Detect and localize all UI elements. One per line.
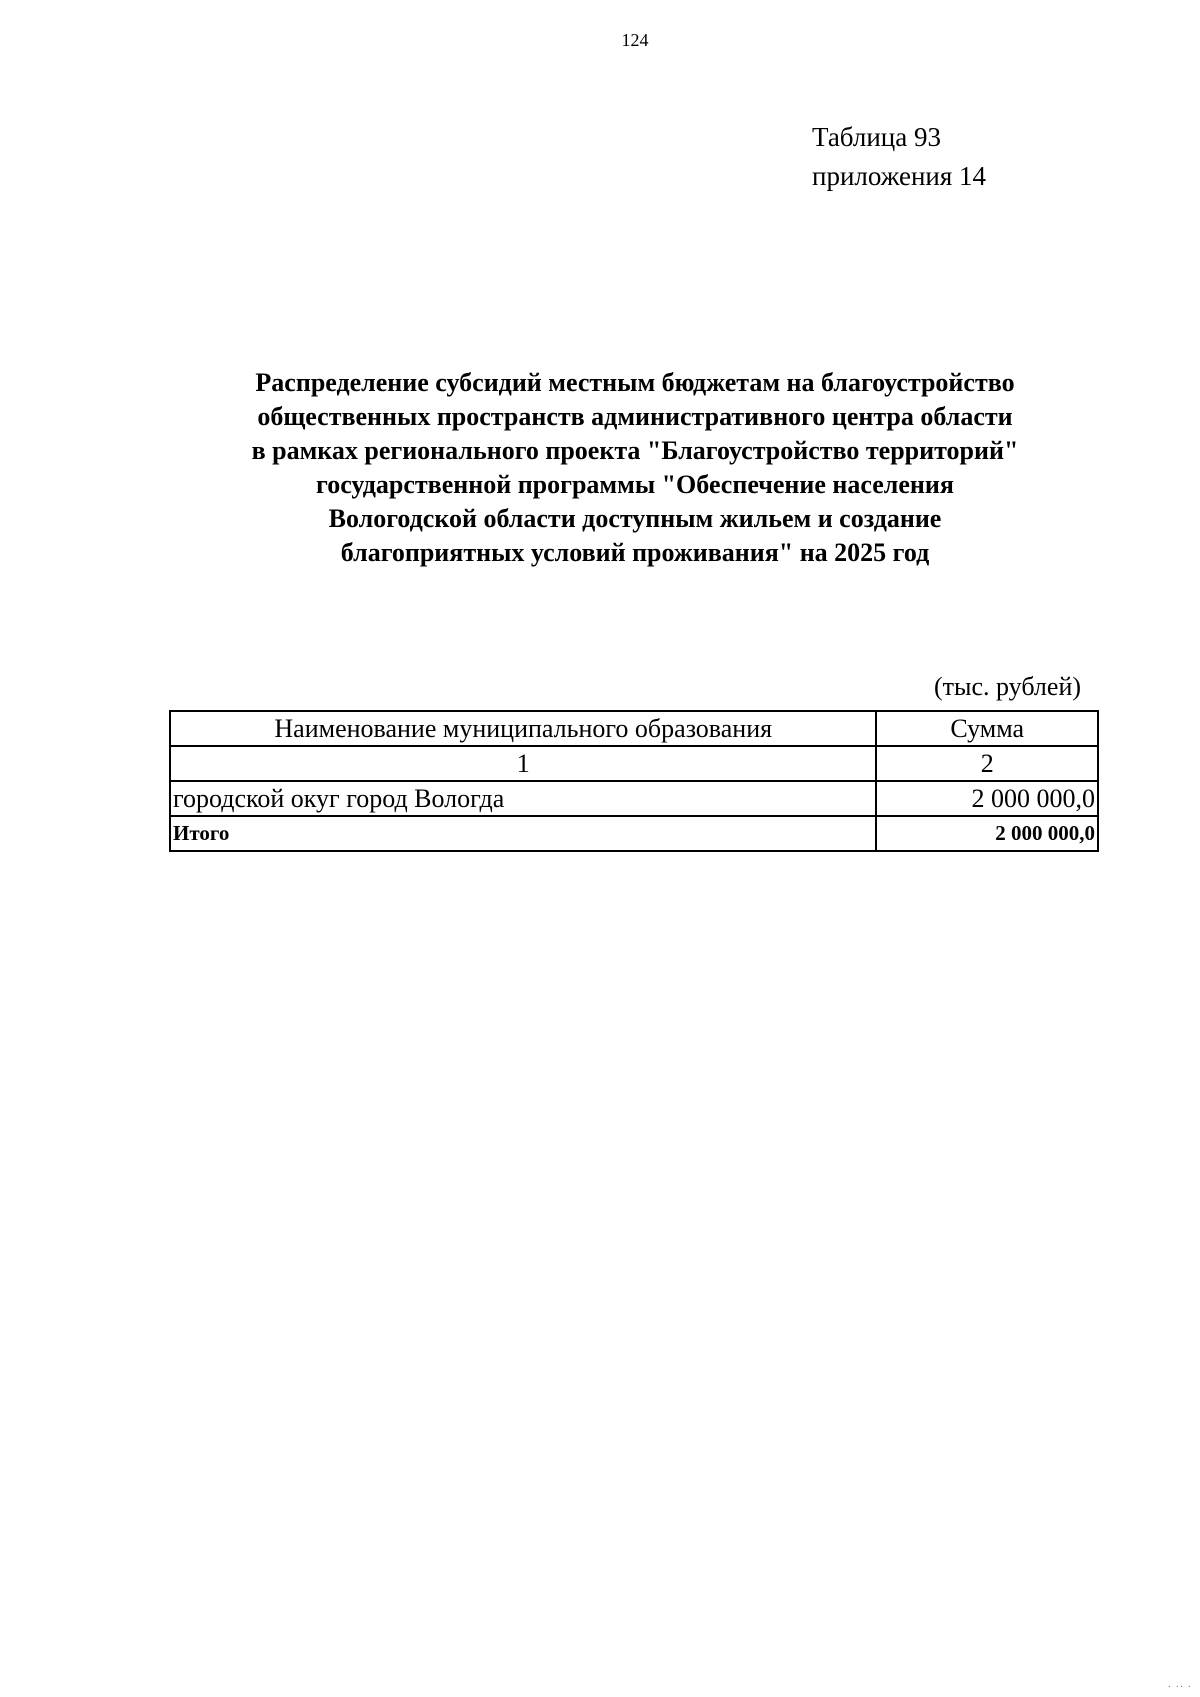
column-number-row — [170, 746, 1098, 781]
title-line: в рамках регионального проекта "Благоустройство территорий" — [251, 436, 1019, 465]
subsidy-table — [169, 710, 1099, 852]
title-line: Распределение субсидий местным бюджетам на благоустройство — [255, 368, 1015, 397]
column-number-1: 1 — [170, 746, 876, 781]
total-row — [170, 816, 1098, 851]
table-header-row — [170, 711, 1098, 746]
title-line: Вологодской области доступным жильем и создание — [328, 504, 942, 533]
title-line: благоприятных условий проживания" на 2025 год — [340, 538, 930, 567]
document-title — [170, 366, 1100, 570]
column-number-2: 2 — [876, 746, 1098, 781]
municipality-amount: 2 000 000,0 — [876, 781, 1098, 816]
title-line: общественных пространств административного центра области — [257, 402, 1013, 431]
table-row — [170, 781, 1098, 816]
table-reference-line-1: Таблица 93 — [812, 122, 941, 152]
page-number: 124 — [621, 30, 649, 50]
header-amount: Сумма — [876, 711, 1098, 746]
municipality-name: городской окуг город Вологда — [170, 781, 876, 816]
total-amount: 2 000 000,0 — [876, 816, 1098, 851]
units-label: (тыс. рублей) — [934, 672, 1082, 701]
header-municipality: Наименование муниципального образования — [170, 711, 876, 746]
total-label: Итого — [170, 816, 876, 851]
table-reference — [812, 118, 986, 196]
scan-mark: · ·· · — [1167, 1682, 1192, 1693]
title-line: государственной программы "Обеспечение населения — [316, 470, 954, 499]
table-reference-line-2: приложения 14 — [812, 161, 987, 191]
